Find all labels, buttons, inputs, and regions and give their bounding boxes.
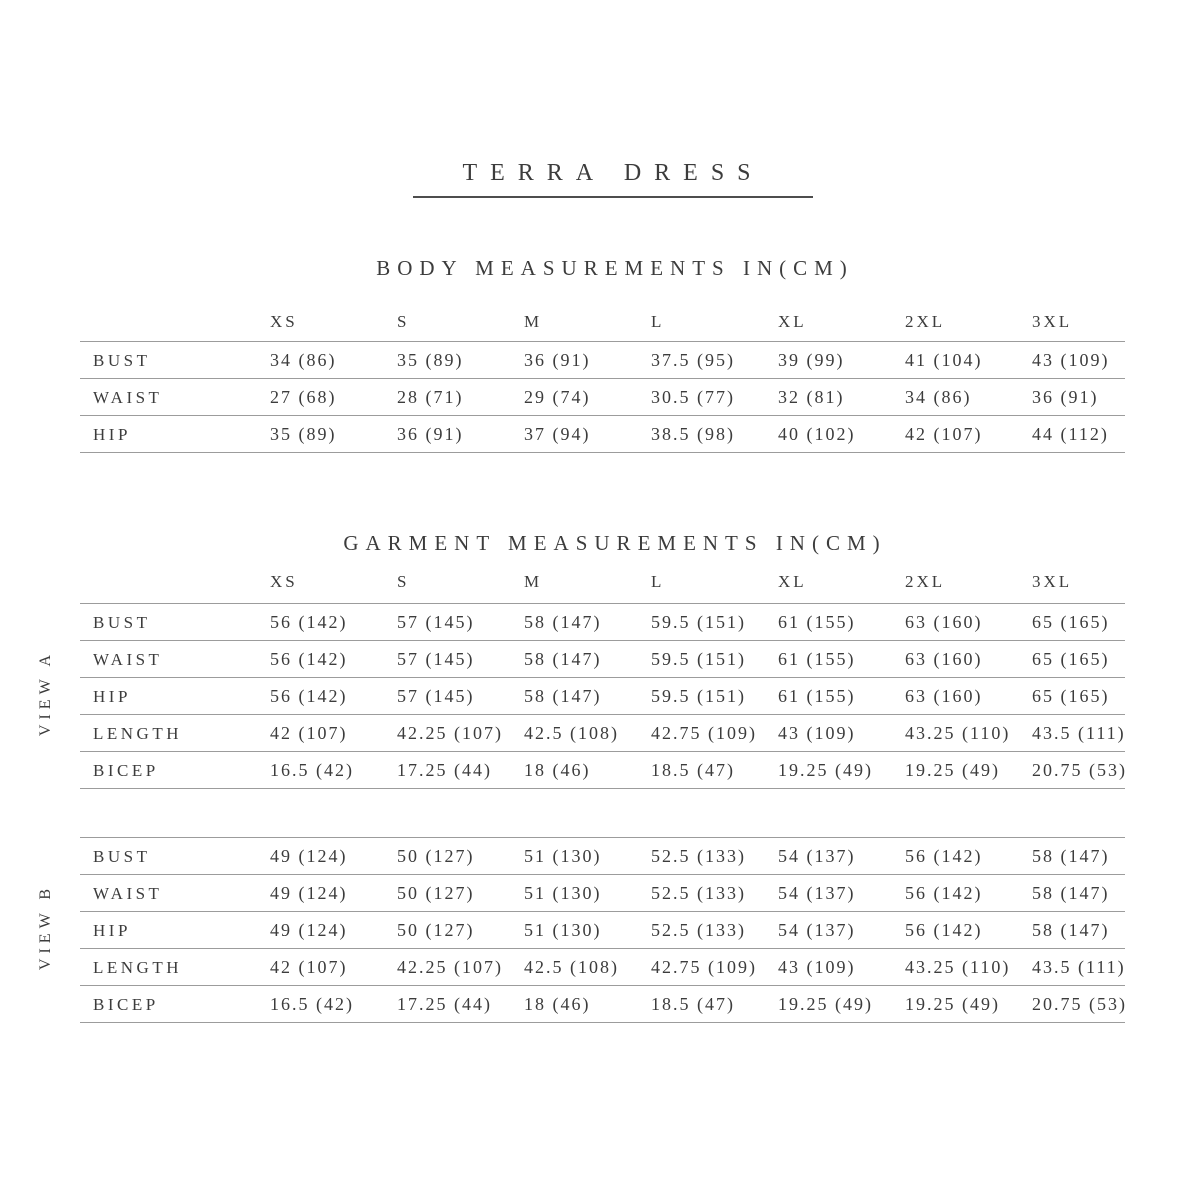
value-3xl: 43.5 (111) <box>1032 723 1126 743</box>
garment-measurements-heading: GARMENT MEASUREMENTS IN(CM) <box>343 531 887 555</box>
size-header-xl: XL <box>778 312 807 331</box>
value-2xl: 63 (160) <box>905 649 983 669</box>
measurement-row-bicep <box>80 985 1125 1022</box>
measurement-row-waist <box>80 640 1125 677</box>
value-2xl: 63 (160) <box>905 686 983 706</box>
value-3xl: 58 (147) <box>1032 883 1110 903</box>
value-2xl: 63 (160) <box>905 612 983 632</box>
size-header-m: M <box>524 572 543 591</box>
value-2xl: 56 (142) <box>905 846 983 866</box>
measurement-row-waist <box>80 874 1125 911</box>
value-m: 36 (91) <box>524 350 591 370</box>
value-m: 51 (130) <box>524 883 602 903</box>
measurement-row-length <box>80 948 1125 985</box>
value-l: 42.75 (109) <box>651 723 757 743</box>
value-3xl: 65 (165) <box>1032 649 1110 669</box>
row-label: BUST <box>93 846 151 866</box>
size-header-xl: XL <box>778 572 807 591</box>
view-b-label: VIEW B <box>37 883 54 971</box>
page-title: TERRA DRESS <box>462 160 764 186</box>
view-a-table <box>80 603 1125 789</box>
value-3xl: 36 (91) <box>1032 387 1099 407</box>
measurement-row-hip <box>80 677 1125 714</box>
value-3xl: 58 (147) <box>1032 846 1110 866</box>
value-xl: 61 (155) <box>778 686 856 706</box>
value-s: 36 (91) <box>397 424 464 444</box>
measurement-row-waist <box>80 378 1125 415</box>
size-header-2xl: 2XL <box>905 312 946 331</box>
size-header-s: S <box>397 572 410 591</box>
value-xs: 56 (142) <box>270 686 348 706</box>
size-header-l: L <box>651 572 665 591</box>
value-l: 30.5 (77) <box>651 387 735 407</box>
value-xl: 61 (155) <box>778 612 856 632</box>
value-s: 50 (127) <box>397 846 475 866</box>
value-2xl: 34 (86) <box>905 387 972 407</box>
value-m: 42.5 (108) <box>524 723 619 743</box>
value-2xl: 43.25 (110) <box>905 957 1011 977</box>
value-xs: 42 (107) <box>270 957 348 977</box>
value-l: 18.5 (47) <box>651 760 735 780</box>
size-header-l: L <box>651 312 665 331</box>
size-header-m: M <box>524 312 543 331</box>
value-s: 42.25 (107) <box>397 957 503 977</box>
value-xs: 16.5 (42) <box>270 994 354 1014</box>
size-header-xs: XS <box>270 572 298 591</box>
value-s: 57 (145) <box>397 649 475 669</box>
view-b-table <box>80 837 1125 1023</box>
value-xs: 27 (68) <box>270 387 337 407</box>
value-2xl: 43.25 (110) <box>905 723 1011 743</box>
value-3xl: 43 (109) <box>1032 350 1110 370</box>
value-3xl: 44 (112) <box>1032 424 1109 444</box>
value-s: 42.25 (107) <box>397 723 503 743</box>
size-header-3xl: 3XL <box>1032 572 1073 591</box>
value-m: 18 (46) <box>524 994 591 1014</box>
value-m: 42.5 (108) <box>524 957 619 977</box>
row-label: WAIST <box>93 387 163 407</box>
value-m: 51 (130) <box>524 920 602 940</box>
value-l: 42.75 (109) <box>651 957 757 977</box>
value-l: 37.5 (95) <box>651 350 735 370</box>
value-xl: 54 (137) <box>778 883 856 903</box>
size-header-xs: XS <box>270 312 298 331</box>
value-m: 18 (46) <box>524 760 591 780</box>
value-m: 29 (74) <box>524 387 591 407</box>
value-xl: 43 (109) <box>778 957 856 977</box>
row-label: BUST <box>93 612 151 632</box>
value-2xl: 19.25 (49) <box>905 994 1000 1014</box>
row-label: LENGTH <box>93 723 182 743</box>
value-s: 17.25 (44) <box>397 760 492 780</box>
value-xs: 56 (142) <box>270 612 348 632</box>
measurement-row-hip <box>80 911 1125 948</box>
value-s: 57 (145) <box>397 686 475 706</box>
value-s: 57 (145) <box>397 612 475 632</box>
body-measurements-heading: BODY MEASUREMENTS IN(CM) <box>376 256 854 280</box>
value-2xl: 56 (142) <box>905 920 983 940</box>
value-xs: 49 (124) <box>270 920 348 940</box>
value-2xl: 56 (142) <box>905 883 983 903</box>
value-xl: 39 (99) <box>778 350 845 370</box>
value-s: 50 (127) <box>397 920 475 940</box>
value-s: 50 (127) <box>397 883 475 903</box>
value-l: 52.5 (133) <box>651 920 746 940</box>
value-xl: 54 (137) <box>778 846 856 866</box>
value-xs: 34 (86) <box>270 350 337 370</box>
value-s: 17.25 (44) <box>397 994 492 1014</box>
value-xl: 54 (137) <box>778 920 856 940</box>
value-m: 58 (147) <box>524 686 602 706</box>
value-2xl: 41 (104) <box>905 350 983 370</box>
value-m: 37 (94) <box>524 424 591 444</box>
measurement-row-bust <box>80 603 1125 640</box>
value-l: 52.5 (133) <box>651 846 746 866</box>
row-label: BICEP <box>93 994 159 1014</box>
row-label: WAIST <box>93 883 163 903</box>
measurement-row-bust <box>80 837 1125 874</box>
value-m: 58 (147) <box>524 649 602 669</box>
value-2xl: 42 (107) <box>905 424 983 444</box>
value-3xl: 65 (165) <box>1032 612 1110 632</box>
value-xs: 42 (107) <box>270 723 348 743</box>
value-xs: 49 (124) <box>270 883 348 903</box>
value-xl: 32 (81) <box>778 387 845 407</box>
value-xl: 19.25 (49) <box>778 994 873 1014</box>
value-m: 51 (130) <box>524 846 602 866</box>
row-label: BUST <box>93 350 151 370</box>
measurement-row-length <box>80 714 1125 751</box>
size-header-2xl: 2XL <box>905 572 946 591</box>
garment-size-header-row <box>80 562 1125 601</box>
size-header-3xl: 3XL <box>1032 312 1073 331</box>
value-m: 58 (147) <box>524 612 602 632</box>
value-l: 59.5 (151) <box>651 649 746 669</box>
row-label: BICEP <box>93 760 159 780</box>
value-xl: 40 (102) <box>778 424 856 444</box>
value-s: 28 (71) <box>397 387 464 407</box>
body-size-header-row <box>80 302 1125 341</box>
row-label: WAIST <box>93 649 163 669</box>
value-xs: 56 (142) <box>270 649 348 669</box>
value-l: 38.5 (98) <box>651 424 735 444</box>
size-header-s: S <box>397 312 410 331</box>
body-measurements-table <box>80 302 1125 453</box>
page-title-block <box>0 160 1200 198</box>
value-3xl: 58 (147) <box>1032 920 1110 940</box>
row-label: HIP <box>93 686 131 706</box>
value-3xl: 65 (165) <box>1032 686 1110 706</box>
value-l: 59.5 (151) <box>651 612 746 632</box>
row-label: HIP <box>93 424 131 444</box>
value-l: 18.5 (47) <box>651 994 735 1014</box>
value-xl: 19.25 (49) <box>778 760 873 780</box>
view-a-label: VIEW A <box>37 649 54 737</box>
title-underline <box>413 196 813 198</box>
row-label: HIP <box>93 920 131 940</box>
measurement-row-hip <box>80 415 1125 452</box>
row-label: LENGTH <box>93 957 182 977</box>
value-xs: 35 (89) <box>270 424 337 444</box>
value-3xl: 20.75 (53) <box>1032 994 1127 1014</box>
value-l: 52.5 (133) <box>651 883 746 903</box>
value-l: 59.5 (151) <box>651 686 746 706</box>
value-3xl: 20.75 (53) <box>1032 760 1127 780</box>
value-s: 35 (89) <box>397 350 464 370</box>
value-2xl: 19.25 (49) <box>905 760 1000 780</box>
body-measurements-rows <box>80 341 1125 452</box>
value-xs: 16.5 (42) <box>270 760 354 780</box>
value-xl: 61 (155) <box>778 649 856 669</box>
value-xl: 43 (109) <box>778 723 856 743</box>
measurement-row-bicep <box>80 751 1125 788</box>
measurement-row-bust <box>80 341 1125 378</box>
value-3xl: 43.5 (111) <box>1032 957 1126 977</box>
value-xs: 49 (124) <box>270 846 348 866</box>
